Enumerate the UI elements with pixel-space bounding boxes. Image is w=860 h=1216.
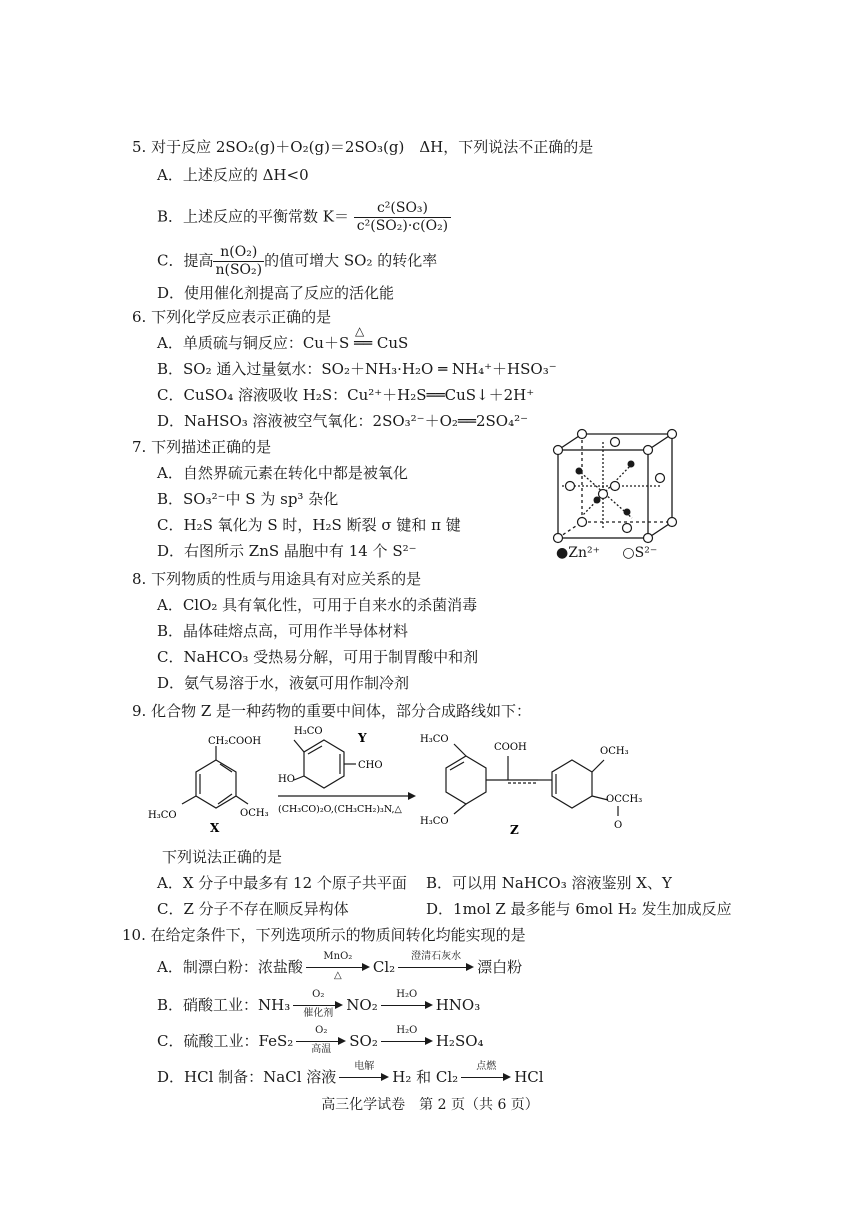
x-group-top: CH₂COOH [208, 736, 262, 747]
question-9-stem [132, 700, 531, 722]
q9-option-d: D．1mol Z 最多能与 6mol H₂ 发生加成反应 [426, 900, 732, 918]
conversion-arrow [381, 1025, 433, 1053]
arrow-shaft [293, 1005, 337, 1006]
fraction-denominator: c²(SO₂)·c(O₂) [356, 218, 449, 234]
arrow-shaft [381, 1005, 427, 1006]
question-number: 7. [132, 438, 147, 456]
question-number: 5. [132, 138, 147, 156]
q10-option-a [157, 951, 523, 981]
conversion-arrow [398, 951, 474, 979]
substance: HCl [514, 1068, 544, 1086]
y-group-top: H₃CO [294, 726, 323, 737]
unit-cell-legend [556, 542, 657, 564]
q9-option-c: C．Z 分子不存在顺反异构体 [157, 900, 349, 918]
q7-option-c: C．H₂S 氧化为 S 时，H₂S 断裂 σ 键和 π 键 [157, 516, 461, 534]
question-text: 在给定条件下，下列选项所示的物质间转化均能实现的是 [150, 926, 526, 944]
y-group-left: HO [278, 774, 295, 785]
substance: NaCl 溶液 [263, 1068, 337, 1086]
arrow-shaft [398, 967, 468, 968]
arrow-condition-bottom: 高温 [311, 1044, 332, 1055]
arrow-condition-bottom: △ [334, 970, 342, 981]
x-group-left: H₃CO [148, 810, 177, 821]
y-group-right: CHO [358, 760, 383, 771]
arrow-shaft [339, 1077, 383, 1078]
conversion-arrow [293, 989, 343, 1019]
mole-ratio-fraction [213, 244, 264, 279]
q7-option-d: D．右图所示 ZnS 晶胞中有 14 个 S²⁻ [157, 542, 417, 560]
q9-option-a: A．X 分子中最多有 12 个原子共平面 [157, 874, 407, 892]
substance: NO₂ [346, 996, 378, 1014]
q6-option-a [157, 324, 409, 354]
arrow-condition-top: 澄清石灰水 [411, 951, 462, 962]
substance: Cl₂ [372, 958, 396, 976]
conversion-arrow [461, 1061, 511, 1089]
page-footer: 高三化学试卷 第 2 页（共 6 页） [321, 1097, 539, 1113]
q7-option-b: B．SO₃²⁻中 S 为 sp³ 杂化 [157, 490, 339, 508]
z-group-methoxy-top: H₃CO [420, 734, 449, 745]
q8-option-b: B．晶体硅熔点高，可用作半导体材料 [157, 622, 409, 640]
x-group-right: OCH₃ [240, 808, 269, 819]
substance: H₂ 和 Cl₂ [392, 1068, 459, 1086]
option-label: B．硝酸工业： [157, 996, 259, 1014]
arrow-head [425, 1001, 433, 1009]
question-text: 下列物质的性质与用途具有对应关系的是 [151, 570, 422, 588]
zn-ion-label: Zn²⁺ [568, 545, 600, 561]
arrow-condition-top: 点燃 [476, 1061, 497, 1072]
q8-option-c: C．NaHCO₃ 受热易分解，可用于制胃酸中和剂 [157, 648, 479, 666]
q5-option-c [157, 244, 437, 279]
zns-unit-cell-diagram [548, 428, 678, 544]
compound-y-label: Y [358, 731, 367, 745]
option-label: C．硫酸工业： [157, 1032, 259, 1050]
substance: HNO₃ [435, 996, 481, 1014]
conversion-arrow [296, 1025, 346, 1055]
arrow-head [503, 1073, 511, 1081]
question-7-stem [132, 436, 271, 458]
heat-condition-symbol: △ [355, 324, 365, 338]
q5-option-d: D．使用催化剂提高了反应的活化能 [157, 284, 395, 302]
z-group-methoxy-bottom: H₃CO [420, 816, 449, 827]
q8-option-d: D．氨气易溶于水，液氨可用作制冷剂 [157, 674, 410, 692]
fraction-denominator: n(SO₂) [215, 262, 263, 278]
q5-option-b [157, 200, 451, 235]
q5-option-a: A．上述反应的 ΔH<0 [157, 166, 309, 184]
q8-option-a: A．ClO₂ 具有氧化性，可用于自来水的杀菌消毒 [157, 596, 478, 614]
question-number: 6. [132, 308, 147, 326]
compound-y-structure [294, 740, 356, 788]
synthesis-route-diagram [148, 724, 728, 840]
arrow-shaft [381, 1041, 427, 1042]
substance: NH₃ [258, 996, 291, 1014]
question-8-stem [132, 568, 421, 590]
question-10-stem [122, 924, 526, 946]
compound-x-structure [182, 746, 248, 808]
arrow-head [466, 963, 474, 971]
z-group-carboxyl: COOH [494, 742, 527, 753]
q10-option-b [157, 989, 481, 1019]
substance: SO₂ [349, 1032, 378, 1050]
arrow-condition-top: H₂O [396, 1025, 418, 1036]
reaction-conditions: (CH₃CO)₂O,(CH₃CH₂)₃N,△ [278, 804, 402, 815]
arrow-shaft [296, 1041, 340, 1042]
compound-z-label: Z [510, 823, 519, 837]
arrow-condition-top: O₂ [312, 989, 325, 1000]
compound-x-label: X [210, 821, 220, 835]
z-group-acetoxy: OCCH₃ [606, 794, 643, 805]
question-text: 下列描述正确的是 [151, 438, 272, 456]
question-6-stem [132, 306, 331, 328]
q9-option-b: B．可以用 NaHCO₃ 溶液鉴别 X、Y [426, 874, 672, 892]
q9-lead: 下列说法正确的是 [162, 848, 283, 866]
reaction-arrowhead [408, 792, 416, 800]
conversion-arrow [339, 1061, 389, 1089]
question-text: 对于反应 2SO₂(g)＋O₂(g)＝2SO₃(g) ΔH，下列说法不正确的是 [151, 138, 594, 156]
option-label: A．制漂白粉： [157, 958, 258, 976]
q7-option-a: A．自然界硫元素在转化中都是被氧化 [157, 464, 408, 482]
arrow-condition-top: 电解 [354, 1061, 375, 1072]
arrow-shaft [461, 1077, 505, 1078]
q6-option-a-text: A．单质硫与铜反应：Cu＋S ══ CuS [157, 334, 409, 352]
question-number: 8. [132, 570, 147, 588]
arrow-condition-top: MnO₂ [323, 951, 353, 962]
zn-ion-marker: ● [556, 545, 569, 561]
conversion-arrow [306, 951, 370, 981]
fraction-numerator: c²(SO₃) [354, 200, 451, 218]
q10-option-c [157, 1025, 484, 1055]
s-ion-marker: ○ [622, 545, 635, 561]
question-number: 10. [122, 926, 146, 944]
arrow-condition-bottom: 催化剂 [303, 1008, 334, 1019]
arrow-head [425, 1037, 433, 1045]
substance: 漂白粉 [477, 958, 523, 976]
substance: H₂SO₄ [435, 1032, 484, 1050]
arrow-head [381, 1073, 389, 1081]
q10-option-d [157, 1061, 544, 1089]
q5-option-c-text: C．提高 [157, 251, 214, 270]
s-ion-label: S²⁻ [634, 545, 658, 561]
equilibrium-constant-fraction [354, 200, 451, 235]
q6-option-b: B．SO₂ 通入过量氨水：SO₂＋NH₃·H₂O ═ NH₄⁺＋HSO₃⁻ [157, 360, 557, 378]
fraction-numerator: n(O₂) [213, 244, 264, 262]
q6-option-d: D．NaHSO₃ 溶液被空气氧化：2SO₃²⁻＋O₂══2SO₄²⁻ [157, 412, 529, 430]
arrow-shaft [306, 967, 364, 968]
z-group-methoxy-right: OCH₃ [600, 746, 629, 757]
z-group-carbonyl-o: O [614, 820, 623, 831]
substance: 浓盐酸 [257, 958, 303, 976]
question-text: 下列化学反应表示正确的是 [151, 308, 332, 326]
substance: FeS₂ [258, 1032, 294, 1050]
question-number: 9. [132, 702, 147, 720]
question-5-stem [132, 136, 593, 158]
arrow-condition-top: O₂ [315, 1025, 328, 1036]
arrow-condition-top: H₂O [396, 989, 418, 1000]
compound-z-structure [446, 744, 618, 816]
q5-option-b-text: B．上述反应的平衡常数 K＝ [157, 207, 349, 226]
q5-option-c-suffix: 的值可增大 SO₂ 的转化率 [264, 251, 438, 270]
conversion-arrow [381, 989, 433, 1017]
q6-option-c: C．CuSO₄ 溶液吸收 H₂S：Cu²⁺＋H₂S══CuS↓＋2H⁺ [157, 386, 535, 404]
option-label: D．HCl 制备： [157, 1068, 264, 1086]
question-text: 化合物 Z 是一种药物的重要中间体，部分合成路线如下： [151, 702, 532, 720]
